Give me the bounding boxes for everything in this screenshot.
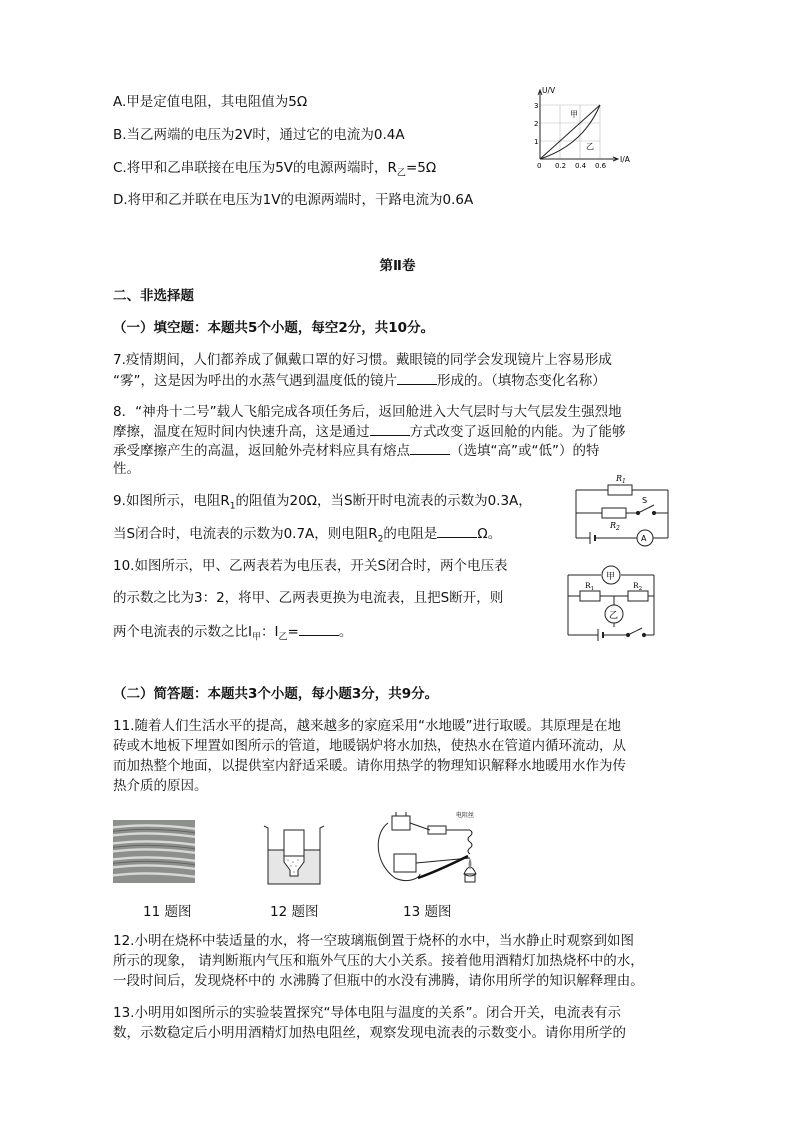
- section-title: 第Ⅱ卷: [379, 258, 416, 274]
- q10-line3-text-end: 。: [338, 624, 353, 640]
- q9-r2-label: $R_2$: [610, 521, 620, 532]
- y-axis-label: U/V: [542, 86, 556, 95]
- q9-resistor-r1: [608, 485, 632, 495]
- q12-line3: 一段时间后，发现烧杯中的 水沸腾了但瓶中的水没有沸腾，请你用所学的知识解释理由。: [113, 973, 644, 989]
- q7-line2-text-end: 形成的。（填物态变化名称）: [437, 373, 606, 389]
- q12-line1: 12.小明在烧杯中装适量的水，将一空玻璃瓶倒置于烧杯的水中，当水静止时观察到如图: [113, 933, 634, 949]
- q8-line3-text: 承受摩擦产生的高温，返回舱外壳材料应具有熔点: [113, 443, 410, 459]
- x-tick-06: 0.6: [595, 162, 607, 170]
- q9-r1-sub: 1: [229, 501, 236, 512]
- q6-option-a: A.甲是定值电阻，其电阻值为5Ω: [113, 94, 308, 110]
- caption-fig12: 12 题图: [270, 904, 319, 920]
- short-heading: （二）简答题：本题共3个小题，每小题3分，共9分。: [113, 686, 439, 702]
- q11-line2: 砖或木地板下埋置如图所示的管道，地暖锅炉将水加热，使热水在管道内循环流动，从: [113, 738, 626, 754]
- q6-option-c: [113, 158, 436, 184]
- q11-line1: 11.随着人们生活水平的提高，越来越多的家庭采用“水地暖”进行取暖。其原理是在地: [113, 718, 621, 734]
- q7-line2: [113, 370, 606, 391]
- label-yi: 乙: [586, 142, 594, 151]
- x-axis-label: I/A: [620, 155, 630, 164]
- q10-line3-text: 两个电流表的示数之比I: [113, 624, 252, 640]
- q10-resistor-r2: [628, 591, 648, 601]
- q9-r1-label: $R_1$: [616, 474, 626, 485]
- q9-switch: [638, 505, 654, 513]
- q10-line1: 10.如图所示，甲、乙两表若为电压表，开关S闭合时，两个电压表: [113, 558, 508, 574]
- q10-switch: [628, 628, 642, 635]
- q6-option-c-sub: 乙: [396, 168, 406, 179]
- fill-heading: （一）填空题：本题共5个小题，每空2分，共10分。: [113, 320, 435, 336]
- caption-fig13: 13 题图: [403, 904, 452, 920]
- q6-option-b: B.当乙两端的电压为2V时，通过它的电流为0.4A: [113, 127, 405, 143]
- q10-r1-label: $R_1$: [585, 581, 595, 592]
- q9-line1: [113, 491, 532, 517]
- fig13-ammeter: [394, 854, 416, 872]
- q8-line3-text-end: （选填“高”或“低”）的特: [450, 443, 600, 459]
- fig13-label: 电阻丝: [456, 812, 475, 819]
- fig13-switch: [428, 826, 446, 834]
- q11-line4: 热介质的原因。: [113, 778, 208, 794]
- q10-line3: [113, 621, 352, 648]
- fig13-apparatus: [370, 808, 496, 893]
- q6-option-c-text: C.将甲和乙串联接在电压为5V的电源两端时，R: [113, 160, 397, 176]
- q7-line1: 7.疫情期间，人们都养成了佩戴口罩的好习惯。戴眼镜的同学会发现镜片上容易形成: [113, 352, 612, 368]
- q7-line2-text: “雾”，这是因为呼出的水蒸气遇到温度低的镜片: [113, 373, 397, 389]
- q8-line2-text: 摩擦，温度在短时间内快速升高，这是通过: [113, 424, 370, 440]
- q13-line1: 13.小明用如图所示的实验装置探究“导体电阻与温度的关系”。闭合开关，电流表有示: [113, 1005, 621, 1021]
- y-tick-1: 1: [534, 138, 539, 146]
- q10-resistor-r1: [580, 591, 600, 601]
- q12-line2: 所示的现象， 请判断瓶内气压和瓶外气压的大小关系。接着他用酒精灯加热烧杯中的水，: [113, 953, 644, 969]
- q8-line2-text-end: 方式改变了返回舱的内能。为了能够: [409, 424, 626, 440]
- y-tick-3: 3: [534, 102, 539, 110]
- fig12-beaker: [258, 820, 330, 888]
- q9-line2-text: 当S闭合时，电流表的示数为0.7A，则电阻R: [113, 526, 378, 542]
- q9-resistor-r2: [602, 508, 626, 518]
- q10-blank[interactable]: [299, 621, 339, 636]
- x-tick-02: 0.2: [555, 162, 567, 170]
- q9-switch-label: S: [642, 496, 648, 505]
- q10-line3-text-2: ：I: [261, 624, 279, 640]
- x-tick-04: 0.4: [575, 162, 587, 170]
- q9-line1-text-end: 的阻值为20Ω，当S断开时电流表的示数为0.3A，: [235, 493, 532, 509]
- q8-line3: [113, 440, 599, 461]
- q9-r2-sub: 2: [377, 534, 384, 545]
- fig13-battery: [392, 816, 410, 830]
- part2-heading: 二、非选择题: [113, 288, 194, 304]
- q10-line2: 的示数之比为3：2，将甲、乙两表更换为电流表，且把S断开，则: [113, 590, 504, 606]
- q10-sub-yi: 乙: [278, 632, 288, 643]
- q8-line2: [113, 421, 626, 442]
- q10-circuit: [558, 563, 670, 641]
- label-jia: 甲: [570, 110, 578, 119]
- q9-line2-text-end: Ω。: [477, 526, 502, 542]
- x-tick-0: 0: [537, 162, 542, 170]
- q13-line2: 数，示数稳定后小明用酒精灯加热电阻丝，观察发现电流表的示数变小。请你用所学的: [113, 1025, 626, 1041]
- q6-option-c-text-end: =5Ω: [405, 160, 437, 176]
- q8-blank-2[interactable]: [410, 440, 450, 455]
- q9-line2-text-mid: 的电阻是: [383, 526, 438, 542]
- q9-blank[interactable]: [437, 523, 477, 538]
- q8-line1: 8．“神舟十二号”载人飞船完成各项任务后，返回舱进入大气层时与大气层发生强烈地: [113, 404, 622, 420]
- q10-line3-text-3: =: [287, 624, 299, 640]
- q10-sub-jia: 甲: [251, 632, 261, 643]
- q7-blank[interactable]: [397, 370, 437, 385]
- q9-circuit: [568, 468, 678, 550]
- q9-ammeter-label: A: [641, 534, 647, 543]
- q10-yi-label: 乙: [609, 611, 619, 621]
- fig11-pipes-photo: [113, 820, 195, 883]
- q6-option-d: D.将甲和乙并联在电压为1V的电源两端时，干路电流为0.6A: [113, 192, 474, 208]
- fig13-resistance-wire: [468, 830, 472, 854]
- caption-fig11: 11 题图: [143, 904, 192, 920]
- q10-r2-label: $R_2$: [633, 581, 643, 592]
- q9-line1-text: 9.如图所示，电阻R: [113, 493, 230, 509]
- ui-graph: [528, 85, 638, 175]
- q10-jia-label: 甲: [606, 572, 616, 582]
- q8-line4: 性。: [113, 461, 140, 477]
- q9-line2: [113, 523, 501, 550]
- y-tick-2: 2: [534, 120, 539, 128]
- q11-line3: 而加热整个地面，以提供室内舒适采暖。请你用热学的物理知识解释水地暖用水作为传: [113, 758, 626, 774]
- q8-blank-1[interactable]: [370, 421, 410, 436]
